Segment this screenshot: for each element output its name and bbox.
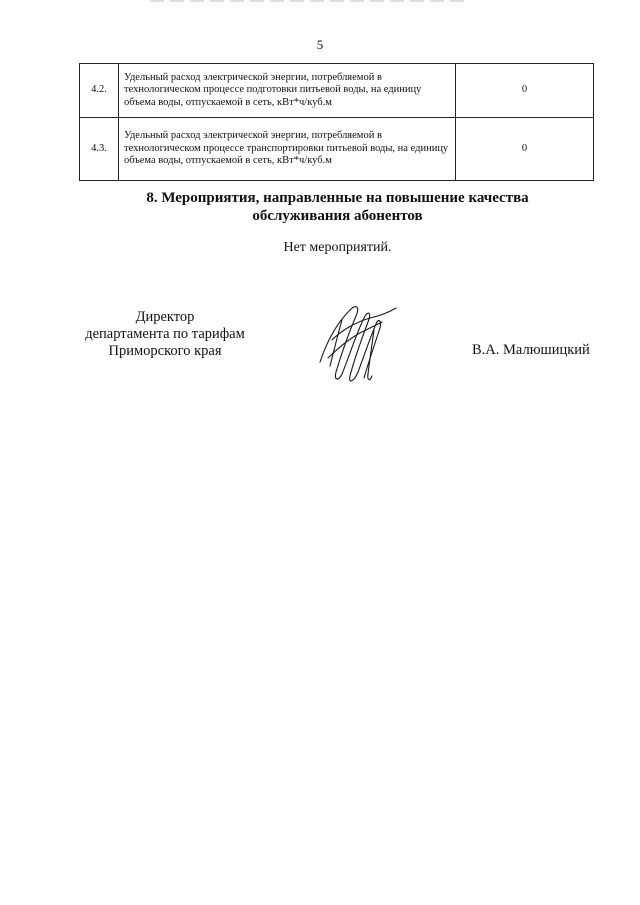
signer-name: В.А. Малюшицкий xyxy=(472,342,590,358)
indicators-table xyxy=(79,63,594,181)
handwritten-signature xyxy=(312,300,402,386)
row-number: 4.2. xyxy=(80,64,119,118)
scan-edge-artifact xyxy=(0,0,640,3)
signer-position-line-1: Директор xyxy=(135,309,195,325)
indicator-value: 0 xyxy=(456,64,594,118)
indicator-description: Удельный расход электрической энергии, потребляемой в технологическом процессе подготовки питьевой воды, на единицу объема воды, отпускаемой в сеть, кВт*ч/куб.м xyxy=(119,64,456,118)
indicator-value: 0 xyxy=(456,118,594,181)
section-heading-line-1: 8. Мероприятия, направленные на повышение качества xyxy=(146,190,529,206)
section-heading-line-2: обслуживания абонентов xyxy=(252,208,423,224)
signer-position-line-3: Приморского края xyxy=(108,343,222,359)
section-body: Нет мероприятий. xyxy=(283,240,392,255)
table-row xyxy=(80,118,594,181)
section-heading xyxy=(0,189,640,225)
row-number: 4.3. xyxy=(80,118,119,181)
table-row xyxy=(80,64,594,118)
indicator-description: Удельный расход электрической энергии, потребляемой в технологическом процессе транспортировки питьевой воды, на единицу объема воды, отпускаемой в сеть, кВт*ч/куб.м xyxy=(119,118,456,181)
signer-position-line-2: департамента по тарифам xyxy=(85,326,245,342)
signer-position xyxy=(72,309,258,360)
page-number: 5 xyxy=(316,37,324,52)
